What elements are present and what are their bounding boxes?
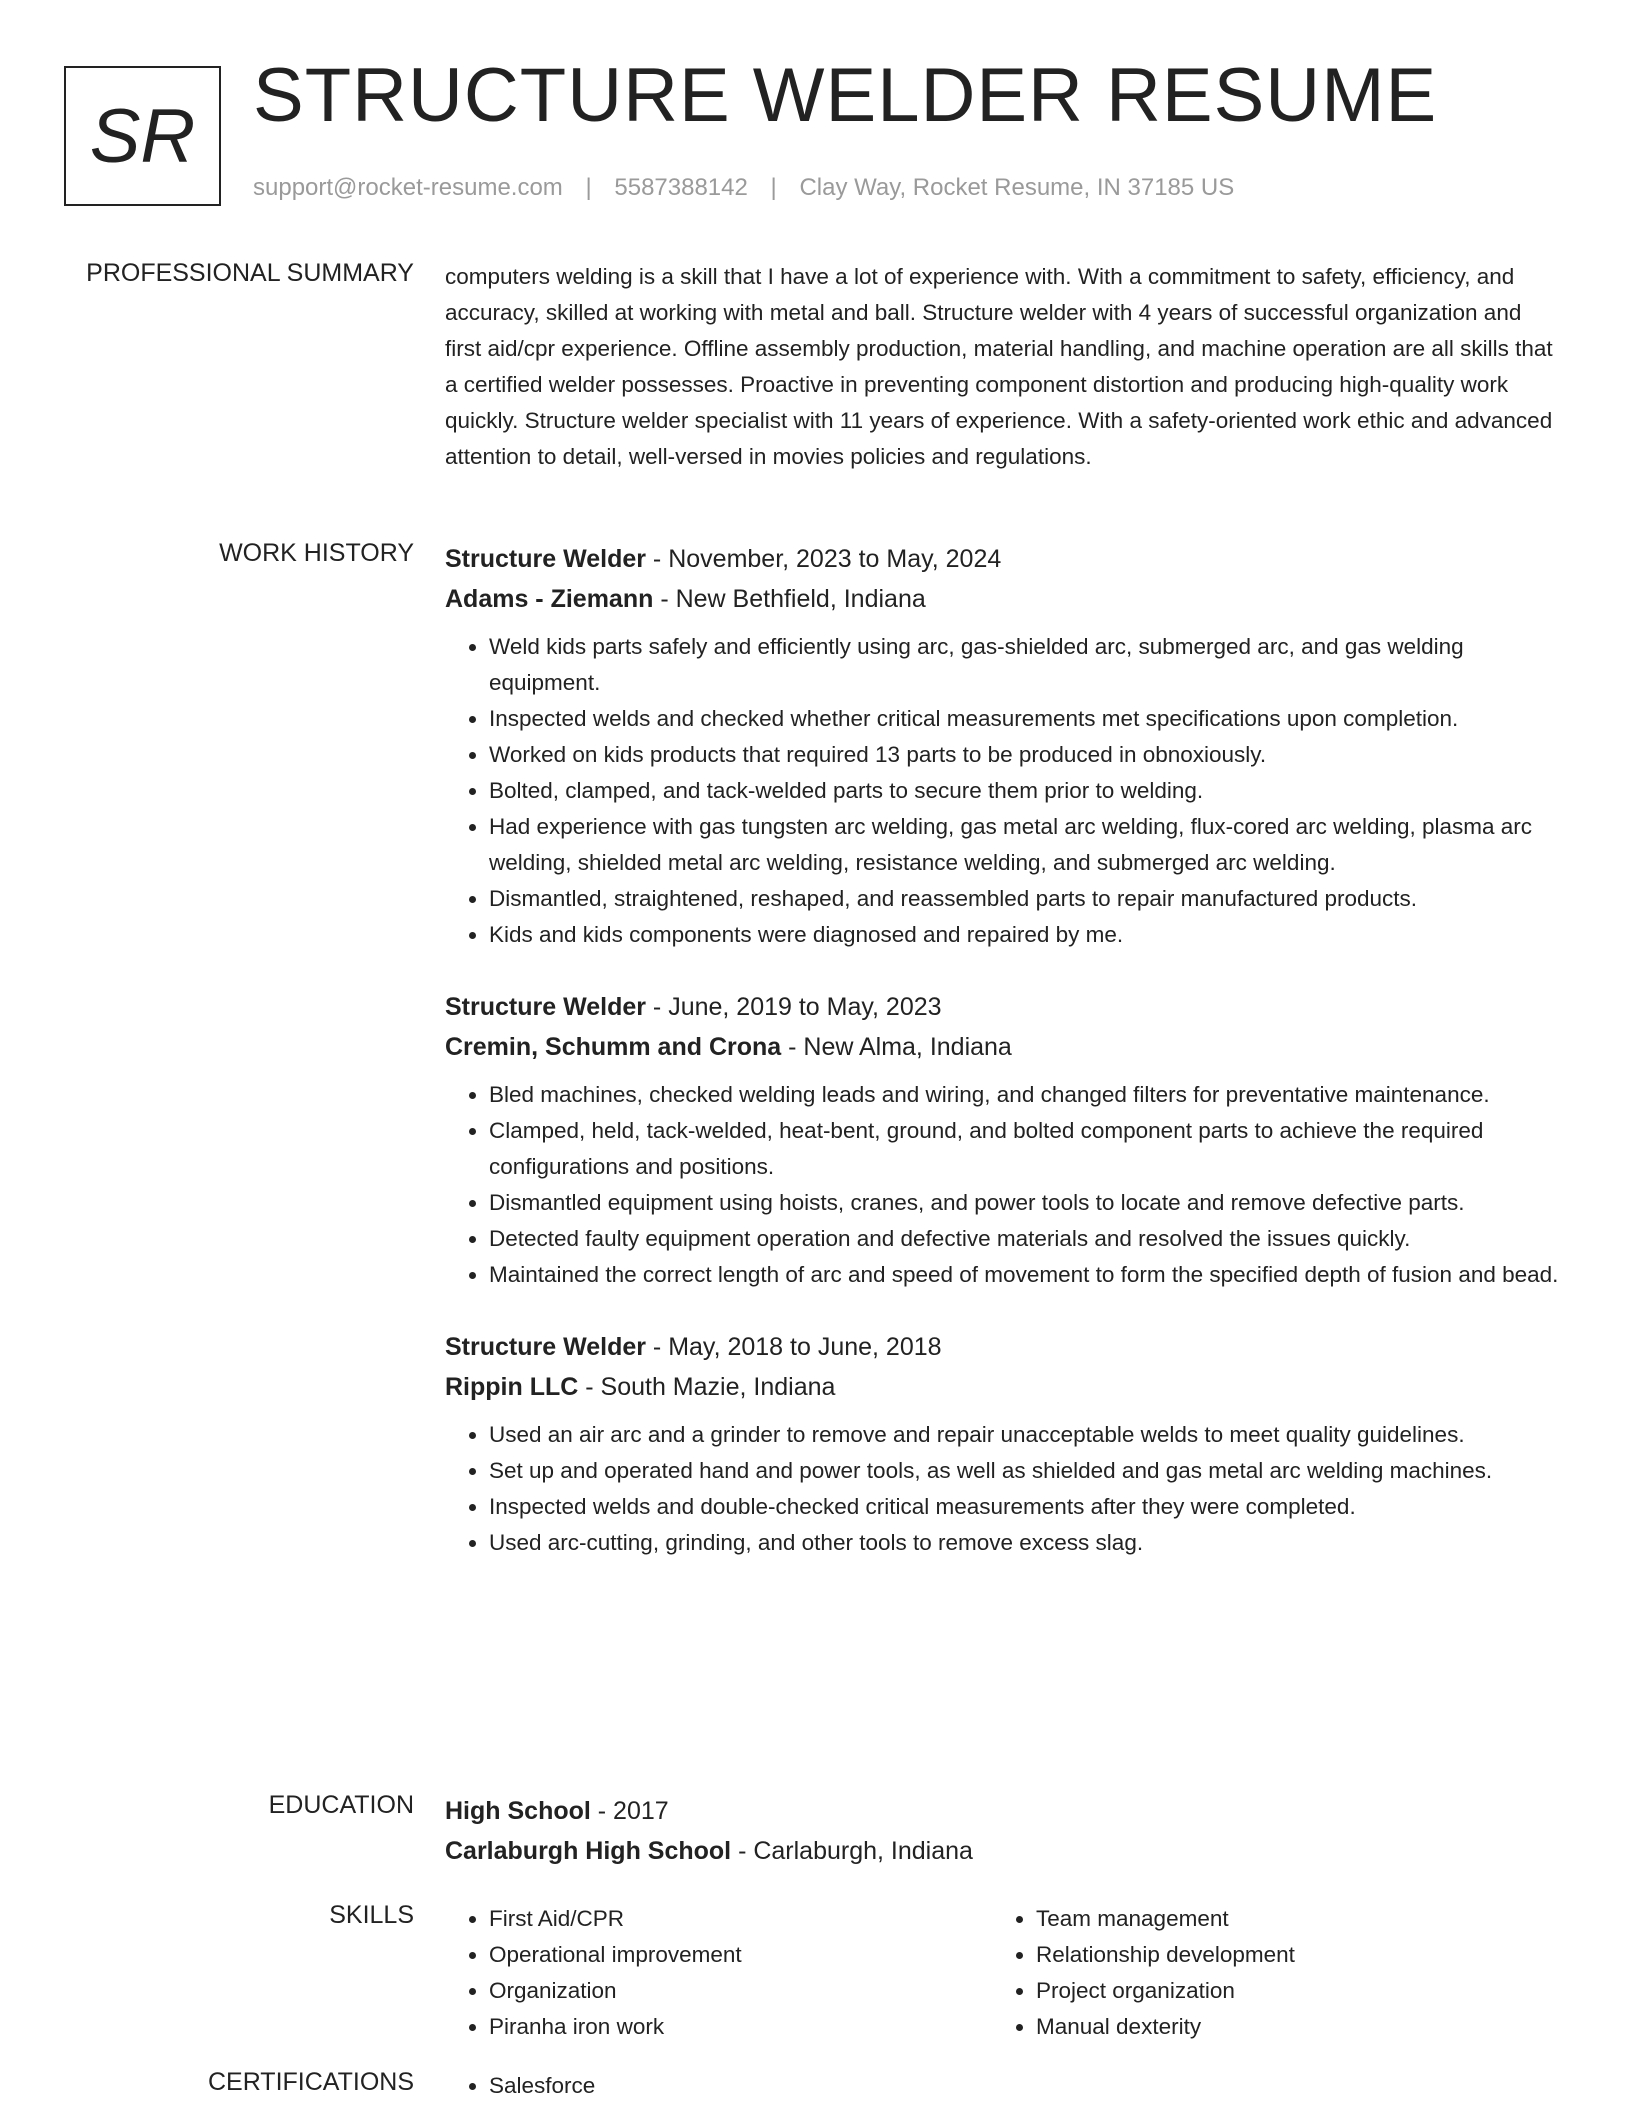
education-degree-line [445, 1791, 1560, 1831]
skills-column-left [445, 1901, 992, 2045]
job-bullet: • Inspected welds and checked whether critical measurements met specifications upon completion. [489, 701, 1560, 737]
skill-item: • Project organization [1036, 1973, 1539, 2009]
job-company-line [445, 579, 1560, 619]
job-title-line [445, 1327, 1560, 1367]
skill-item: • Operational improvement [489, 1937, 992, 1973]
job-dates: - June, 2019 to May, 2023 [645, 993, 942, 1021]
job-dates: - November, 2023 to May, 2024 [645, 545, 1002, 573]
skill-item: • Piranha iron work [489, 2009, 992, 2045]
job-bullets [445, 1417, 1560, 1561]
education-location: - Carlaburgh, Indiana [731, 1837, 973, 1865]
job-company: Adams - Ziemann [445, 585, 654, 613]
job-location: - New Bethfield, Indiana [653, 585, 926, 613]
contact-separator: | [585, 174, 592, 201]
contact-line [253, 174, 1234, 202]
job-bullet: • Dismantled equipment using hoists, cranes, and power tools to locate and remove defective parts. [489, 1185, 1560, 1221]
monogram-logo: SR [64, 66, 221, 206]
job-bullet: • Worked on kids products that required 13 parts to be produced in obnoxiously. [489, 737, 1560, 773]
job-title-line [445, 987, 1560, 1027]
skill-item: • Manual dexterity [1036, 2009, 1539, 2045]
section-label-education: EDUCATION [268, 1791, 414, 1819]
job-title-line [445, 539, 1560, 579]
job-company-line [445, 1027, 1560, 1067]
job-bullet: • Inspected welds and double-checked critical measurements after they were completed. [489, 1489, 1560, 1525]
job-dates: - May, 2018 to June, 2018 [645, 1333, 942, 1361]
job-company-line [445, 1367, 1560, 1407]
job-title: Structure Welder [445, 993, 646, 1021]
skill-item: • First Aid/CPR [489, 1901, 992, 1937]
job-bullet: • Dismantled, straightened, reshaped, and reassembled parts to repair manufactured products. [489, 881, 1560, 917]
skill-item: • Organization [489, 1973, 992, 2009]
job-bullet: • Maintained the correct length of arc and speed of movement to form the specified depth of fusion and bead. [489, 1257, 1560, 1293]
education-school: Carlaburgh High School [445, 1837, 732, 1865]
job-company: Rippin LLC [445, 1373, 579, 1401]
job-bullets [445, 629, 1560, 953]
section-label-skills: SKILLS [329, 1901, 414, 1929]
education-school-line [445, 1831, 1560, 1871]
job-bullet: • Had experience with gas tungsten arc welding, gas metal arc welding, flux-cored arc welding, plasma arc welding, shielded metal arc welding, resistance welding, and submerged arc welding. [489, 809, 1560, 881]
summary-text: computers welding is a skill that I have a lot of experience with. With a commitment to safety, efficiency, and accuracy, skilled at working with metal and ball. Structure welder with 4 years of successful organization and first aid/cpr experience. Offline assembly production, material handling, and machine operation are all skills that a certified welder possesses. Proactive in preventing component distortion and producing high-quality work quickly. Structure welder specialist with 11 years of experience. With a safety-oriented work ethic and advanced attention to detail, well-versed in movies policies and regulations. [445, 264, 1553, 469]
job-bullet: • Bolted, clamped, and tack-welded parts to secure them prior to welding. [489, 773, 1560, 809]
job-location: - South Mazie, Indiana [578, 1373, 836, 1401]
contact-email[interactable]: support@rocket-resume.com [253, 174, 563, 201]
skill-item: • Team management [1036, 1901, 1539, 1937]
job-entry [445, 539, 1560, 953]
job-bullet: • Detected faulty equipment operation and defective materials and resolved the issues quickly. [489, 1221, 1560, 1257]
skills-grid [445, 1901, 1560, 2045]
job-bullet: • Used an air arc and a grinder to remove and repair unacceptable welds to meet quality guidelines. [489, 1417, 1560, 1453]
job-bullet: • Kids and kids components were diagnosed and repaired by me. [489, 917, 1560, 953]
job-company: Cremin, Schumm and Crona [445, 1033, 782, 1061]
section-label-certifications: CERTIFICATIONS [207, 2068, 414, 2096]
education-year: - 2017 [590, 1797, 669, 1825]
education-degree: High School [445, 1797, 591, 1825]
job-title: Structure Welder [445, 545, 646, 573]
job-bullet: • Weld kids parts safely and efficiently using arc, gas-shielded arc, submerged arc, and gas welding equipment. [489, 629, 1560, 701]
section-label-work-history: WORK HISTORY [219, 539, 414, 567]
contact-separator: | [770, 174, 777, 201]
resume-title: STRUCTURE WELDER RESUME [253, 53, 1438, 138]
job-title: Structure Welder [445, 1333, 646, 1361]
contact-phone[interactable]: 5587388142 [614, 174, 748, 201]
section-label-summary: PROFESSIONAL SUMMARY [86, 259, 414, 287]
job-location: - New Alma, Indiana [781, 1033, 1012, 1061]
skill-item: • Relationship development [1036, 1937, 1539, 1973]
skills-column-right [992, 1901, 1539, 2045]
job-entry [445, 987, 1560, 1293]
contact-address: Clay Way, Rocket Resume, IN 37185 US [799, 174, 1235, 201]
job-entry [445, 1327, 1560, 1561]
certification-item: • Salesforce [489, 2068, 1560, 2104]
job-bullet: • Bled machines, checked welding leads and wiring, and changed filters for preventative maintenance. [489, 1077, 1560, 1113]
job-bullet: • Clamped, held, tack-welded, heat-bent, ground, and bolted component parts to achieve the required configurations and positions. [489, 1113, 1560, 1185]
job-bullet: • Used arc-cutting, grinding, and other tools to remove excess slag. [489, 1525, 1560, 1561]
job-bullets [445, 1077, 1560, 1293]
job-bullet: • Set up and operated hand and power tools, as well as shielded and gas metal arc welding machines. [489, 1453, 1560, 1489]
